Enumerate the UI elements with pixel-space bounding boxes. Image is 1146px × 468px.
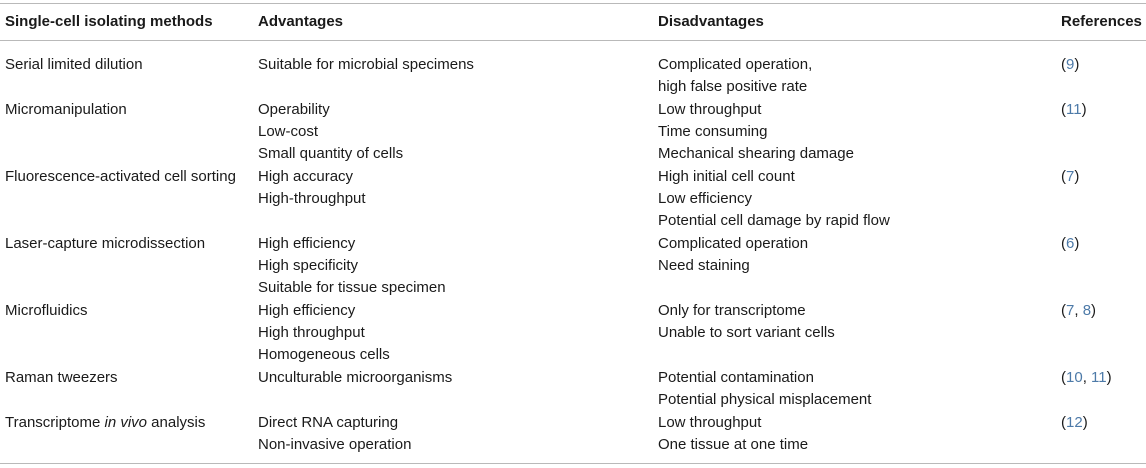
disadvantage-item: high false positive rate <box>658 78 808 95</box>
reference-link[interactable]: 11 <box>1091 369 1107 386</box>
advantage-item: High efficiency <box>258 235 356 252</box>
row-advantages <box>258 367 452 389</box>
row-advantages <box>258 300 390 366</box>
disadvantage-item: Low throughput <box>658 101 762 118</box>
disadvantage-item: Only for transcriptome <box>658 302 806 319</box>
row-references: (10, 11) <box>1061 369 1112 386</box>
row-method <box>5 412 205 434</box>
disadvantage-item: Mechanical shearing damage <box>658 145 854 162</box>
advantage-item: Unculturable microorganisms <box>258 369 453 386</box>
row-method: Raman tweezers <box>5 369 118 386</box>
disadvantage-item: One tissue at one time <box>658 436 809 453</box>
row-advantages <box>258 233 446 299</box>
row-references: (7, 8) <box>1061 302 1097 319</box>
method-text: Transcriptome <box>5 414 105 431</box>
advantage-item: Low-cost <box>258 123 319 140</box>
advantage-item: High throughput <box>258 324 365 341</box>
reference-link[interactable]: 11 <box>1066 101 1082 118</box>
row-disadvantages <box>658 300 835 344</box>
advantage-item: Direct RNA capturing <box>258 414 399 431</box>
advantage-item: High accuracy <box>258 168 354 185</box>
advantage-item: Operability <box>258 101 330 118</box>
row-disadvantages <box>658 412 808 456</box>
row-method: Serial limited dilution <box>5 56 143 73</box>
reference-link[interactable]: 7 <box>1066 302 1075 319</box>
row-references: (6) <box>1061 235 1080 252</box>
reference-link[interactable]: 9 <box>1066 56 1075 73</box>
reference-link[interactable]: 10 <box>1066 369 1083 386</box>
disadvantage-item: Potential cell damage by rapid flow <box>658 212 890 229</box>
disadvantage-item: Potential physical misplacement <box>658 391 872 408</box>
table-top-rule <box>0 3 1146 4</box>
row-disadvantages <box>658 367 871 411</box>
header-rule <box>0 40 1146 41</box>
advantage-item: Suitable for microbial specimens <box>258 56 474 73</box>
disadvantage-item: Unable to sort variant cells <box>658 324 835 341</box>
header-references: References <box>1061 13 1142 30</box>
method-text: analysis <box>147 414 206 431</box>
reference-link[interactable]: 8 <box>1082 302 1092 319</box>
row-method: Fluorescence-activated cell sorting <box>5 168 236 185</box>
advantage-item: High specificity <box>258 257 359 274</box>
row-references: (7) <box>1061 168 1080 185</box>
advantage-item: High efficiency <box>258 302 356 319</box>
method-text-italic: in vivo <box>104 414 148 431</box>
reference-link[interactable]: 6 <box>1066 235 1075 252</box>
advantage-item: Small quantity of cells <box>258 145 404 162</box>
table-bottom-rule <box>0 463 1146 464</box>
row-disadvantages <box>658 99 854 165</box>
row-method: Micromanipulation <box>5 101 127 118</box>
disadvantage-item: High initial cell count <box>658 168 795 185</box>
row-advantages <box>258 54 474 76</box>
disadvantage-item: Low throughput <box>658 414 762 431</box>
reference-link[interactable]: 12 <box>1066 414 1083 431</box>
row-advantages <box>258 99 403 165</box>
reference-link[interactable]: 7 <box>1066 168 1075 185</box>
disadvantage-item: Potential contamination <box>658 369 814 386</box>
advantage-item: Homogeneous cells <box>258 346 390 363</box>
row-method: Microfluidics <box>5 302 88 319</box>
row-disadvantages <box>658 54 812 98</box>
row-disadvantages <box>658 233 808 277</box>
header-advantages: Advantages <box>258 13 344 30</box>
row-references: (11) <box>1061 101 1087 118</box>
row-method: Laser-capture microdissection <box>5 235 206 252</box>
row-references: (12) <box>1061 414 1088 431</box>
row-advantages <box>258 166 366 210</box>
disadvantage-item: Complicated operation, <box>658 56 813 73</box>
disadvantage-item: Need staining <box>658 257 750 274</box>
header-disadvantages: Disadvantages <box>658 13 764 30</box>
disadvantage-item: Time consuming <box>658 123 768 140</box>
header-method: Single-cell isolating methods <box>5 13 213 30</box>
disadvantage-item: Low efficiency <box>658 190 752 207</box>
row-advantages <box>258 412 411 456</box>
disadvantage-item: Complicated operation <box>658 235 809 252</box>
advantage-item: Non-invasive operation <box>258 436 412 453</box>
row-disadvantages <box>658 166 890 232</box>
advantage-item: High-throughput <box>258 190 366 207</box>
row-references: (9) <box>1061 56 1080 73</box>
advantage-item: Suitable for tissue specimen <box>258 279 446 296</box>
